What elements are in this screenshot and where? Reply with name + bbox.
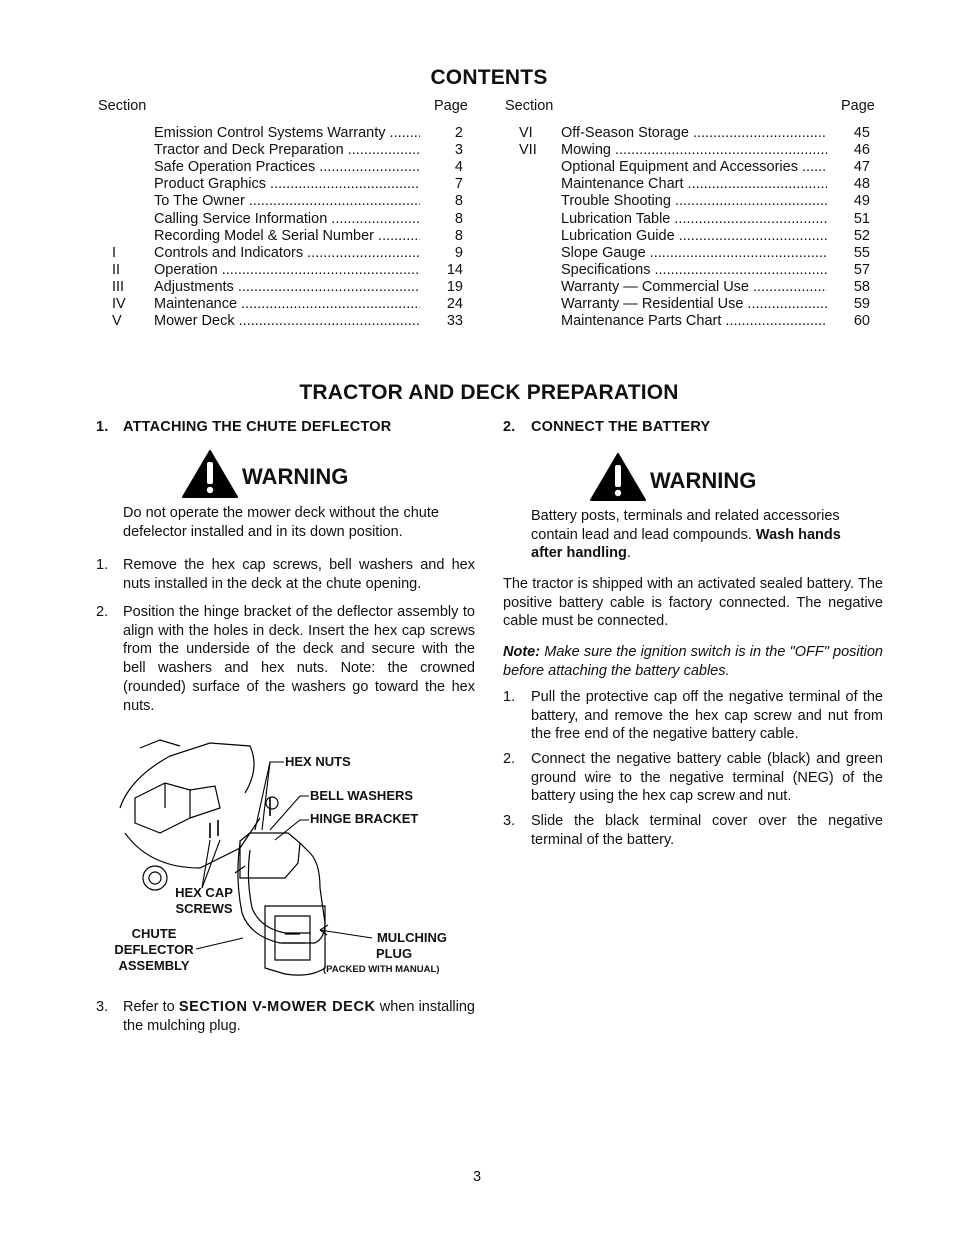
step-text: Position the hinge bracket of the deflector assembly to align with the holes in deck. Insert the hex cap screws from the underside of the deck and secure with the bell washers and hex nuts. Note: the crowned (rounded) surface of the washers go toward the hex nuts. [123, 604, 475, 714]
right-heading: CONNECT THE BATTERY [531, 419, 711, 435]
step-number: 3. [96, 999, 109, 1015]
toc-entry-text: Warranty — Residential Use [561, 296, 744, 312]
toc-entry-text: Product Graphics [154, 176, 267, 193]
toc-page-number: 48 [853, 176, 870, 193]
step-3-text [123, 998, 475, 1035]
toc-entry-text: Mowing [561, 142, 611, 159]
toc-section-number: VI [519, 125, 533, 141]
contents-title: CONTENTS [430, 66, 548, 89]
toc-page-number: 19 [446, 278, 463, 295]
toc-page-number: 47 [853, 159, 870, 176]
toc-entry-text: Emission Control Systems Warranty [154, 125, 386, 141]
chute-label-line-1: CHUTE [131, 926, 177, 941]
battery-note [503, 643, 883, 680]
toc-left-section-header: Section [98, 98, 147, 114]
toc-entry-text: Warranty — Commercial Use [561, 278, 749, 295]
toc-entry-text: Specifications [561, 261, 651, 278]
toc-section-number: III [112, 278, 125, 295]
toc-entry-text: Recording Model & Serial Number [154, 227, 375, 244]
toc-left-page-header: Page [434, 98, 468, 114]
mulching-plug-label [366, 930, 458, 962]
left-heading-number: 1. [96, 419, 109, 435]
toc-entry-text: Mower Deck [154, 313, 235, 330]
step-number: 1. [503, 689, 516, 705]
hex-cap-screws-line-1: HEX CAP [175, 885, 233, 900]
toc-entry-text: Tractor and Deck Preparation [154, 142, 344, 159]
toc-entry-text: Safe Operation Practices [154, 159, 316, 176]
mulch-label-line-1: MULCHING [376, 930, 448, 945]
toc-page-number: 7 [454, 176, 463, 193]
toc-page-number: 52 [853, 227, 870, 244]
step-number: 2. [503, 751, 516, 767]
step-number: 2. [96, 604, 109, 620]
section-reference: SECTION V-MOWER DECK [178, 999, 376, 1015]
note-label: Note: [503, 644, 541, 660]
toc-entry-text: Lubrication Table [561, 210, 671, 227]
toc-entry-text: Operation [154, 261, 218, 278]
warning-label: WARNING [242, 464, 349, 489]
toc-section-number: V [112, 313, 122, 330]
step-number: 1. [96, 557, 109, 573]
toc-entry-text: Optional Equipment and Accessories [561, 159, 798, 176]
step-3-pre: Refer to [123, 999, 175, 1015]
step-number: 3. [503, 813, 516, 829]
bell-washers-label: BELL WASHERS [310, 788, 414, 803]
toc-right-section-header: Section [505, 98, 554, 114]
warning-label: WARNING [650, 468, 757, 493]
toc-section-number: I [112, 244, 117, 261]
toc-page-number: 60 [853, 313, 870, 330]
step-3-post: when installing the mulching plug. [123, 999, 475, 1034]
toc-entry-text: Controls and Indicators [154, 244, 304, 261]
hex-cap-screws-line-2: SCREWS [175, 901, 233, 916]
toc-page-number: 51 [853, 210, 870, 227]
warning-text: Do not operate the mower deck without the chute defelector installed and in its down position. [123, 505, 439, 540]
toc-right-page-header: Page [841, 98, 875, 114]
toc-entry-text: Off-Season Storage [561, 125, 689, 141]
hinge-bracket-label: HINGE BRACKET [310, 811, 419, 826]
step-text: Connect the negative battery cable (black) and green ground wire to the negative terminal (NEG) of the battery using the hex cap screw and nut. [531, 751, 883, 805]
left-heading: ATTACHING THE CHUTE DEFLECTOR [123, 419, 392, 435]
toc-entry-text: Lubrication Guide [561, 227, 675, 244]
toc-entry-text: Slope Gauge [561, 244, 646, 261]
right-heading-number: 2. [503, 419, 516, 435]
step-text: Slide the black terminal cover over the negative terminal of the battery. [531, 813, 883, 848]
toc-page-number: 57 [853, 261, 870, 278]
toc-page-number: 9 [454, 244, 463, 261]
toc-page-number: 59 [853, 296, 870, 312]
step-text: Remove the hex cap screws, bell washers and hex nuts installed in the deck at the chute opening. [123, 557, 475, 592]
toc-page-number: 2 [454, 125, 463, 141]
toc-section-number: IV [112, 296, 126, 312]
battery-warning-text: Battery posts, terminals and related accessories contain lead and lead compounds. Wash hands after handling. [531, 508, 841, 562]
warning-icon [590, 453, 646, 501]
toc-entry-text: Trouble Shooting [561, 193, 671, 210]
mulch-label-line-2: PLUG [375, 946, 413, 961]
toc-page-number: 46 [853, 142, 870, 159]
toc-page-number: 49 [853, 193, 870, 210]
chute-deflector-assembly-label [104, 926, 204, 974]
packed-with-manual-label: (PACKED WITH MANUAL) [323, 964, 440, 975]
toc-entry-text: Calling Service Information [154, 210, 328, 227]
toc-page-number: 4 [454, 159, 463, 176]
toc-entry-text: To The Owner [154, 193, 245, 210]
step-text: Pull the protective cap off the negative terminal of the battery, and remove the hex cap screw and nut from the free end of the negative battery cable. [531, 689, 883, 743]
toc-page-number: 24 [446, 296, 463, 312]
hex-nuts-label: HEX NUTS [285, 754, 351, 769]
toc-entry-text: Maintenance Parts Chart [561, 313, 722, 330]
battery-intro: The tractor is shipped with an activated sealed battery. The positive battery cable is factory connected. The negative cable must be connected. [503, 576, 883, 630]
prep-title: TRACTOR AND DECK PREPARATION [299, 381, 679, 404]
toc-entry-text: Adjustments [154, 278, 234, 295]
battery-warning-plain: Battery posts, terminals and related accessories contain lead and lead compounds. [531, 508, 840, 543]
toc-page-number: 55 [853, 244, 870, 261]
toc-entry-text: Maintenance [154, 296, 238, 312]
toc-entry-text: Maintenance Chart [561, 176, 684, 193]
hex-cap-screws-label [166, 885, 242, 917]
toc-page-number: 3 [454, 142, 463, 159]
toc-page-number: 8 [454, 193, 463, 210]
chute-label-line-2: DEFLECTOR [114, 942, 194, 957]
note-text: Make sure the ignition switch is in the "OFF" position before attaching the battery cables. [503, 644, 883, 679]
toc-page-number: 58 [853, 278, 870, 295]
toc-section-number: II [112, 261, 121, 278]
chute-label-line-3: ASSEMBLY [118, 958, 190, 973]
toc-page-number: 8 [454, 210, 463, 227]
toc-page-number: 8 [454, 227, 463, 244]
toc-page-number: 33 [446, 313, 463, 330]
toc-page-number: 45 [853, 125, 870, 141]
battery-warning-bold: Wash hands after handling [531, 526, 841, 562]
page-number: 3 [472, 1169, 482, 1185]
toc-page-number: 14 [446, 261, 463, 278]
toc-section-number: VII [519, 142, 537, 159]
